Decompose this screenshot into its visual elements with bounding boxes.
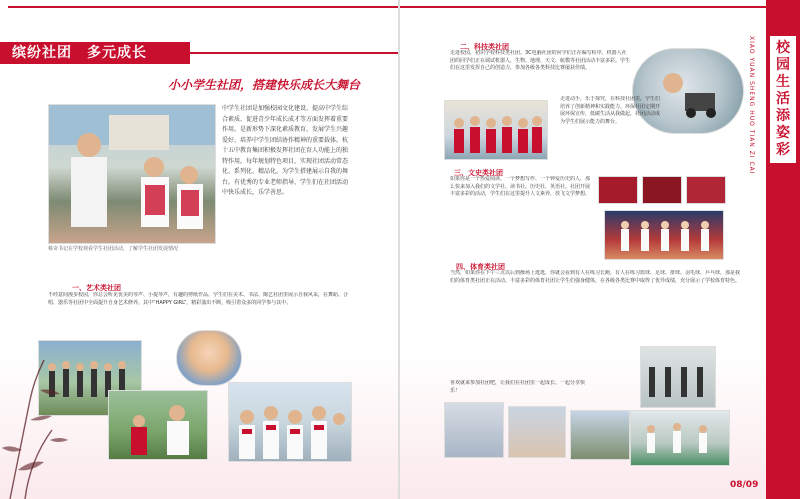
- kids-group-icon: [229, 383, 351, 461]
- stage-performance-photo: [604, 210, 724, 260]
- certificate-photo-2: [642, 176, 682, 204]
- top-rule: [8, 6, 398, 8]
- science-group-photo: [444, 100, 548, 160]
- top-rule: [400, 6, 766, 8]
- athletes-icon: [641, 347, 715, 407]
- pingpong-photo: [444, 402, 504, 458]
- photo-caption: 蔡奇书记在学校观看学生社团活动，了解学生社团发展情况: [48, 246, 179, 252]
- art-section-text: 不经意间漫步校园，你总会听见优美的琴声、小提琴声，有趣的剪纸作品。学生们在美术、书法、陶艺社团里展示自我风采，在舞蹈、合唱、器乐等社团中全面提升自身艺术修养。其中“HAPPY GIRL”，精彩演出不断，吸引着众多的同学参与其中。: [48, 292, 349, 306]
- relay-photo: [570, 410, 630, 460]
- section-banner: 缤纷社团 多元成长: [0, 42, 190, 64]
- people-photo-icon: [49, 105, 215, 243]
- fitness-photo: [508, 406, 566, 458]
- tech-section-text: 走进校园，初识学校科技类社团。3C电脑社团的同学们正在编写程序，机器人社团的同学们正在调试机器人，生物、地理、天文、航模等社团活动丰富多彩。学生们在这里发挥自己的创造力，参加各级各类科技比赛屡获佳绩。: [450, 50, 630, 72]
- students-outdoor-icon: [109, 391, 207, 459]
- certificate-photo-1: [598, 176, 638, 204]
- sports-section-title: 四、体育类社团: [456, 263, 505, 271]
- side-pinyin: XIAO YUAN SHENG HUO TIAN ZI CAI: [748, 36, 755, 175]
- field-sports-photo: [630, 410, 730, 466]
- art-section-title: 一、艺术类社团: [72, 284, 121, 292]
- runners-icon: [631, 411, 729, 465]
- performers-icon: [605, 211, 723, 259]
- page-number: 08/09: [730, 480, 759, 490]
- certificate-photo-3: [686, 176, 726, 204]
- tech-section-title: 二、科技类社团: [460, 43, 509, 51]
- page-headline: 小小学生社团，搭建快乐成长大舞台: [168, 78, 361, 92]
- intro-text: 中学生社团是加强校园文化建设、提高中学生综合素质、促进青少年成长成才等方面发挥着重要作用。是新形势下深化素质教育、发展学生兴趣爱好、培养中学生团结协作精神的重要载体。杭十五中教育集团积极发挥社团在育人功能上的独特作用，每年规划特色项目，实现社团活动常态化、系列化、精品化，为学生搭建展示自我的舞台。有优秀的专业老师指导，学生们在社团活动中快乐成长，乐学善思。: [222, 105, 349, 196]
- outdoor-photo: [108, 390, 208, 460]
- sports-section-text: 当然，如果你在下午三点以后到操场上逛逛，你就会看到有人在练习长跑，有人在练习篮球、足球、排球、羽毛球、乒乓球，那是我们的体育类社团正在活动。丰富多彩的体育社团让学生们强身健体，在各级各类比赛中取得了优异成绩，充分展示了学校体育特色。: [450, 270, 740, 284]
- banner-rule: [190, 52, 398, 54]
- shooting-club-photo: [640, 346, 716, 408]
- side-title: 校园生活添姿彩: [770, 36, 796, 163]
- literature-section-title: 三、文史类社团: [454, 169, 503, 177]
- officials-visit-photo: [48, 104, 216, 244]
- literature-section-text: 如果你是一个热爱阅读、一个梦想写作、一个钟爱历史的人，那么快来加入我们的文学社、读书社、历史社、英语社。社团开展丰富多彩的活动，学生们在这里提升人文素养，放飞文学梦想。: [450, 176, 591, 198]
- sports-section-text-2: 喜欢就来参加社团吧，让我们在社团里一起成长、一起分享快乐！: [450, 380, 586, 394]
- tech-section-text-2: 走进动手，乐于探究，在科技社团里，学生们培养了创新精神和实践能力。环保社团定期开展环保宣传，低碳生活从我做起，社团活动成为学生们展示能力的舞台。: [560, 96, 660, 125]
- bamboo-decoration-icon: [0, 360, 80, 499]
- art-activity-photo: [176, 330, 242, 386]
- classroom-photo: [228, 382, 352, 462]
- team-icon: [445, 101, 547, 159]
